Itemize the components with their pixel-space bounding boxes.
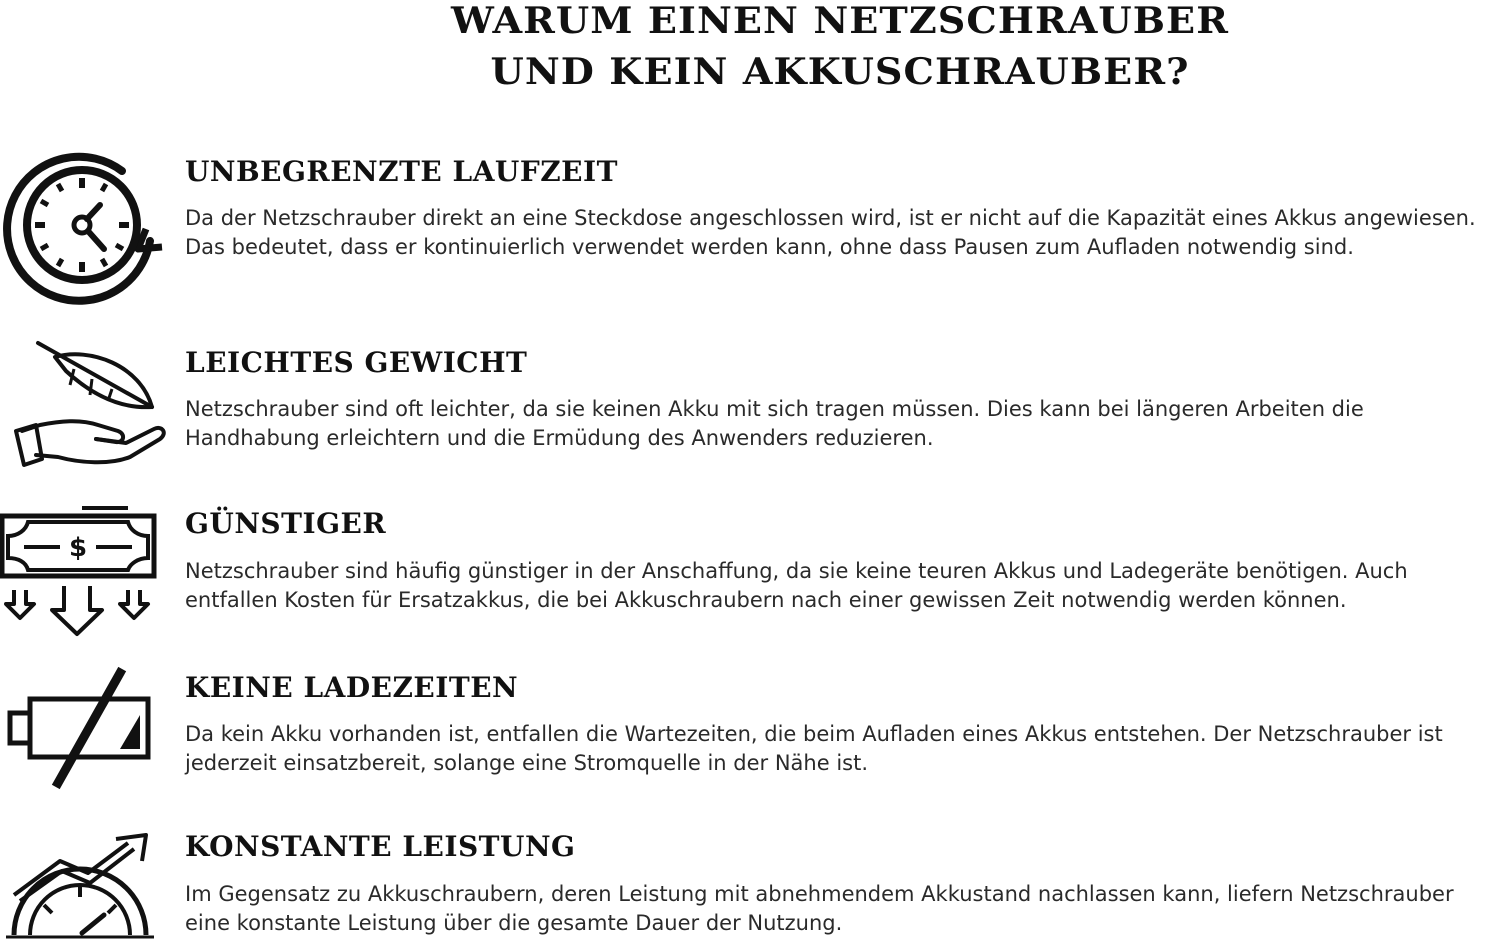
feature-text: Da kein Akku vorhanden ist, entfallen die Wartezeiten, die beim Aufladen eines Akkus entstehen. Der Netzschrauber ist jederzeit einsatzbereit, solange eine Stromquelle in der Nähe ist. bbox=[185, 722, 1443, 775]
feature-heading: GÜNSTIGER bbox=[185, 507, 387, 540]
page-title-line-1: WARUM EINEN NETZSCHRAUBER bbox=[451, 0, 1229, 42]
feature-text: Netzschrauber sind häufig günstiger in der Anschaffung, da sie keine teuren Akkus und Ladegeräte benötigen. Auch entfallen Kosten für Ersatzakkus, die bei Akkuschraubern nach einer gewissen Zeit notwendig werden können. bbox=[185, 559, 1408, 612]
feature-heading: UNBEGRENZTE LAUFZEIT bbox=[185, 155, 618, 188]
feature-text: Netzschrauber sind oft leichter, da sie keinen Akku mit sich tragen müssen. Dies kann bei längeren Arbeiten die Handhabung erleichtern und die Ermüdung des Anwenders reduzieren. bbox=[185, 397, 1364, 450]
feature-heading: KEINE LADEZEITEN bbox=[185, 671, 519, 704]
page-title-line-2: UND KEIN AKKUSCHRAUBER? bbox=[490, 51, 1190, 93]
feature-keine-ladezeiten bbox=[0, 665, 1500, 795]
feature-guenstiger bbox=[0, 500, 1500, 640]
page-title bbox=[310, 0, 1370, 98]
feather-hand-icon bbox=[0, 335, 170, 475]
gauge-trend-icon bbox=[0, 831, 170, 941]
svg-text:$: $ bbox=[68, 533, 88, 563]
crossed-battery-icon bbox=[0, 665, 170, 795]
feature-leichtes-gewicht bbox=[0, 335, 1500, 475]
feature-heading: LEICHTES GEWICHT bbox=[185, 346, 528, 379]
feature-text: Im Gegensatz zu Akkuschraubern, deren Leistung mit abnehmendem Akkustand nachlassen kann, liefern Netzschrauber eine konstante Leistung über die gesamte Dauer der Nutzung. bbox=[185, 882, 1454, 935]
clock-arrow-icon bbox=[0, 145, 170, 305]
feature-unbegrenzte-laufzeit bbox=[0, 145, 1500, 310]
money-down-arrows-icon bbox=[0, 500, 170, 640]
feature-text: Da der Netzschrauber direkt an eine Steckdose angeschlossen wird, ist er nicht auf die Kapazität eines Akkus angewiesen. Das bedeutet, dass er kontinuierlich verwendet werden kann, ohne dass Pausen zum Aufladen notwendig sind. bbox=[185, 206, 1476, 259]
feature-konstante-leistung bbox=[0, 825, 1500, 940]
feature-heading: KONSTANTE LEISTUNG bbox=[185, 830, 576, 863]
